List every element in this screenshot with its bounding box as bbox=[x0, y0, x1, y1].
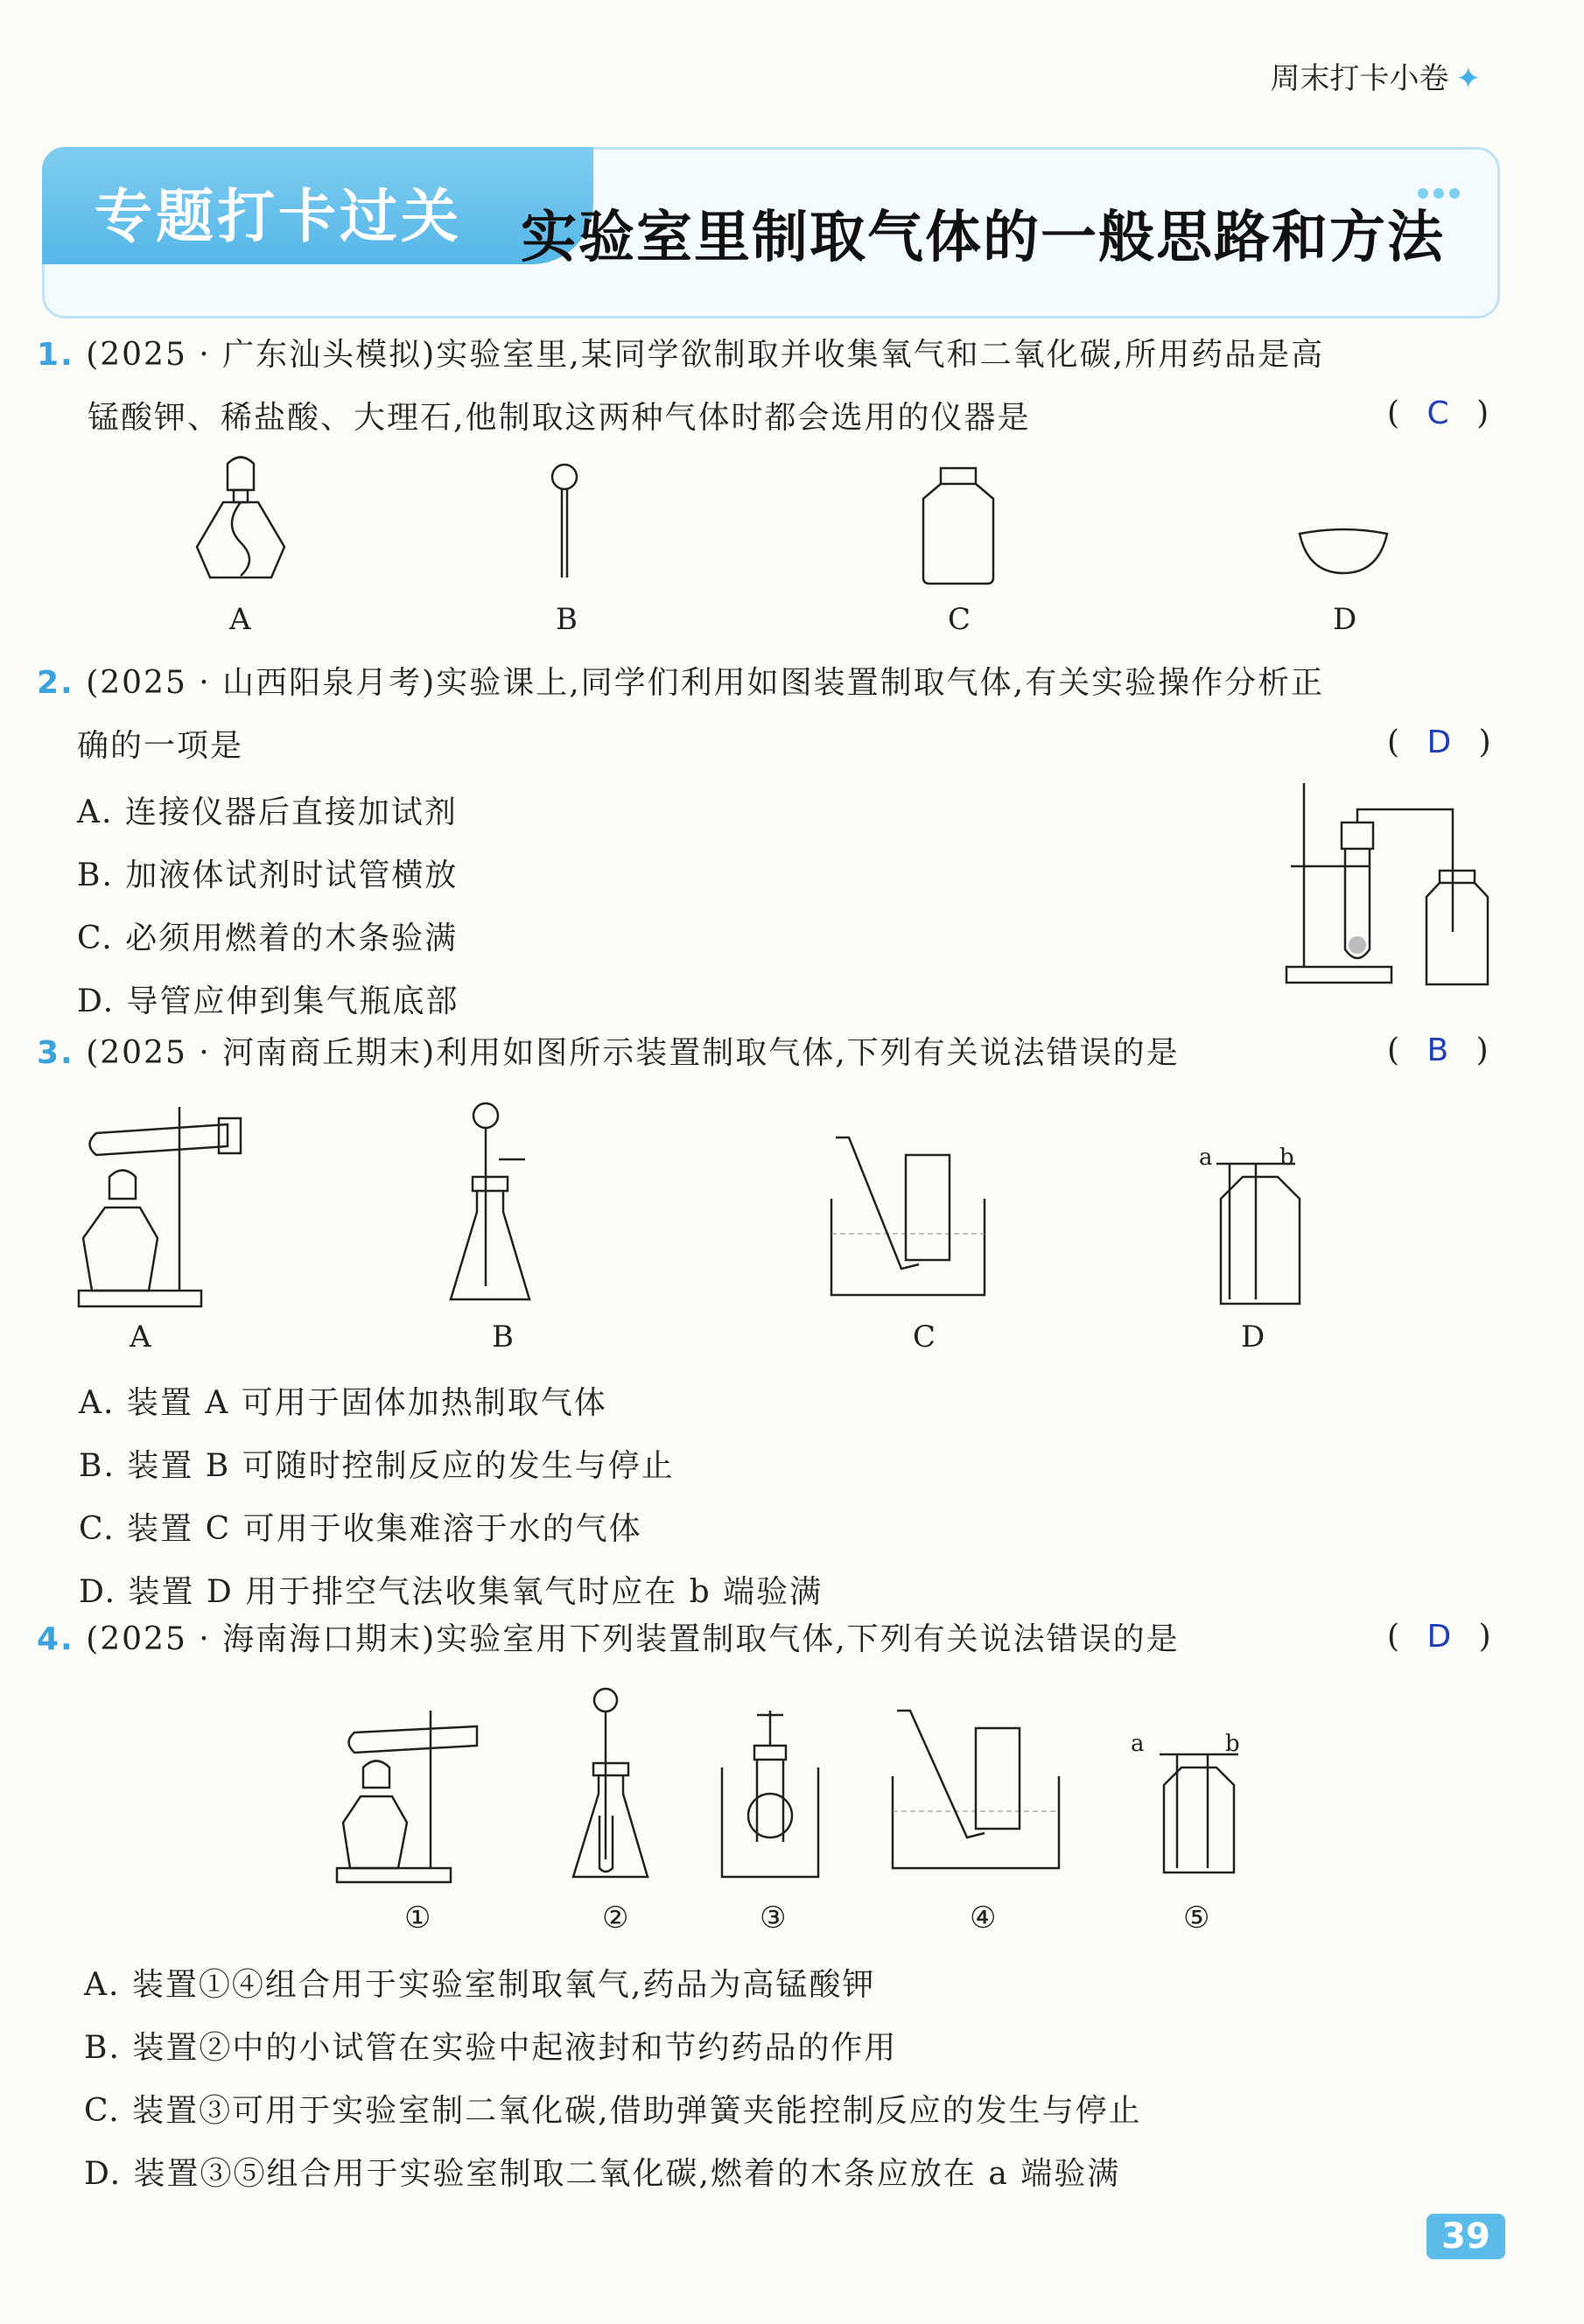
apparatus-label: B bbox=[492, 1320, 514, 1354]
apparatus-4-drawing bbox=[888, 1711, 1063, 1877]
question-1-line2: 锰酸钾、稀盐酸、大理石,他制取这两种气体时都会选用的仪器是 bbox=[88, 400, 1031, 436]
option-c: C. 必须用燃着的木条验满 bbox=[77, 920, 459, 956]
solid-heating-apparatus-drawing bbox=[74, 1094, 258, 1312]
apparatus-label: ① bbox=[404, 1900, 431, 1936]
apparatus-2-drawing bbox=[569, 1684, 656, 1886]
question-2 bbox=[37, 652, 1324, 715]
option-c: C. 装置③可用于实验室制二氧化碳,借助弹簧夹能控制反应的发生与停止 bbox=[84, 2093, 1142, 2129]
option-a: A. 装置①④组合用于实验室制取氧气,药品为高锰酸钾 bbox=[84, 1967, 876, 2003]
port-label-b: b bbox=[1225, 1731, 1240, 1757]
apparatus-5-drawing bbox=[1155, 1741, 1243, 1881]
option-b: B. 装置 B 可随时控制反应的发生与停止 bbox=[79, 1448, 675, 1484]
answer-box: ( B ) bbox=[1387, 1032, 1497, 1068]
question-number: 1. bbox=[37, 337, 74, 373]
answer-box: ( C ) bbox=[1387, 396, 1498, 431]
port-label-b: b bbox=[1279, 1144, 1294, 1171]
apparatus-3-drawing bbox=[718, 1702, 823, 1886]
answer-box: ( D ) bbox=[1387, 724, 1500, 760]
answer-value: D bbox=[1426, 1619, 1461, 1655]
apparatus-label: ④ bbox=[970, 1900, 997, 1936]
option-d: D. 导管应伸到集气瓶底部 bbox=[77, 984, 459, 1019]
option-c: C. 装置 C 可用于收集难溶于水的气体 bbox=[79, 1511, 642, 1547]
question-number: 3. bbox=[37, 1035, 74, 1071]
apparatus-label: A bbox=[130, 1320, 151, 1354]
answer-value: D bbox=[1426, 724, 1461, 760]
apparatus-1-drawing bbox=[333, 1702, 516, 1886]
gas-generation-apparatus-drawing bbox=[1273, 783, 1501, 993]
answer-box: ( D ) bbox=[1387, 1619, 1500, 1655]
gas-washing-bottle-drawing bbox=[1212, 1146, 1308, 1312]
apparatus-label: ③ bbox=[760, 1900, 787, 1936]
option-b: B. 加液体试剂时试管横放 bbox=[77, 858, 459, 893]
funnel-tube-drawing bbox=[543, 455, 586, 586]
banner-title: 实验室里制取气体的一般思路和方法 bbox=[521, 205, 1445, 270]
apparatus-label: B bbox=[556, 602, 578, 637]
port-label-a: a bbox=[1199, 1144, 1213, 1171]
question-number: 2. bbox=[37, 665, 74, 701]
question-2-line2: 确的一项是 bbox=[77, 728, 244, 764]
sparkle-icon: ✦ bbox=[1455, 61, 1481, 96]
question-text: (2025 · 广东汕头模拟)实验室里,某同学欲制取并收集氧气和二氧化碳,所用药品是高 bbox=[86, 337, 1325, 373]
alcohol-lamp-drawing bbox=[188, 455, 293, 586]
question-text: (2025 · 山西阳泉月考)实验课上,同学们利用如图装置制取气体,有关实验操作分析正 bbox=[86, 665, 1325, 701]
water-collection-apparatus-drawing bbox=[827, 1138, 993, 1304]
apparatus-label: ② bbox=[602, 1900, 629, 1936]
option-b: B. 装置②中的小试管在实验中起液封和节约药品的作用 bbox=[84, 2030, 898, 2066]
answer-value: B bbox=[1426, 1032, 1458, 1068]
conical-flask-apparatus-drawing bbox=[446, 1098, 543, 1308]
port-label-a: a bbox=[1131, 1731, 1145, 1757]
option-d: D. 装置 D 用于排空气法收集氧气时应在 b 端验满 bbox=[79, 1574, 824, 1610]
option-d: D. 装置③⑤组合用于实验室制取二氧化碳,燃着的木条应放在 a 端验满 bbox=[84, 2156, 1121, 2192]
apparatus-label: ⑤ bbox=[1183, 1900, 1210, 1936]
question-number: 4. bbox=[37, 1621, 74, 1657]
apparatus-label: D bbox=[1333, 602, 1357, 637]
header-tag bbox=[1271, 54, 1482, 97]
question-text: (2025 · 海南海口期末)实验室用下列装置制取气体,下列有关说法错误的是 bbox=[86, 1621, 1180, 1657]
topic-tag-text: 专题打卡过关 bbox=[95, 183, 462, 250]
evaporating-dish-drawing bbox=[1295, 525, 1391, 582]
question-1 bbox=[37, 324, 1324, 387]
question-4 bbox=[37, 1608, 1180, 1671]
question-text: (2025 · 河南商丘期末)利用如图所示装置制取气体,下列有关说法错误的是 bbox=[86, 1035, 1180, 1071]
apparatus-label: A bbox=[229, 602, 251, 637]
question-3 bbox=[37, 1022, 1180, 1085]
answer-value: C bbox=[1426, 396, 1458, 431]
apparatus-label: C bbox=[913, 1320, 936, 1354]
header-tag-text: 周末打卡小卷 bbox=[1270, 61, 1449, 96]
apparatus-label: D bbox=[1241, 1320, 1265, 1354]
option-a: A. 装置 A 可用于固体加热制取气体 bbox=[79, 1385, 607, 1421]
page-number: 39 bbox=[1426, 2214, 1505, 2259]
option-a: A. 连接仪器后直接加试剂 bbox=[77, 794, 458, 830]
gas-bottle-drawing bbox=[919, 468, 998, 586]
apparatus-label: C bbox=[948, 602, 971, 637]
topic-tag bbox=[42, 147, 593, 264]
